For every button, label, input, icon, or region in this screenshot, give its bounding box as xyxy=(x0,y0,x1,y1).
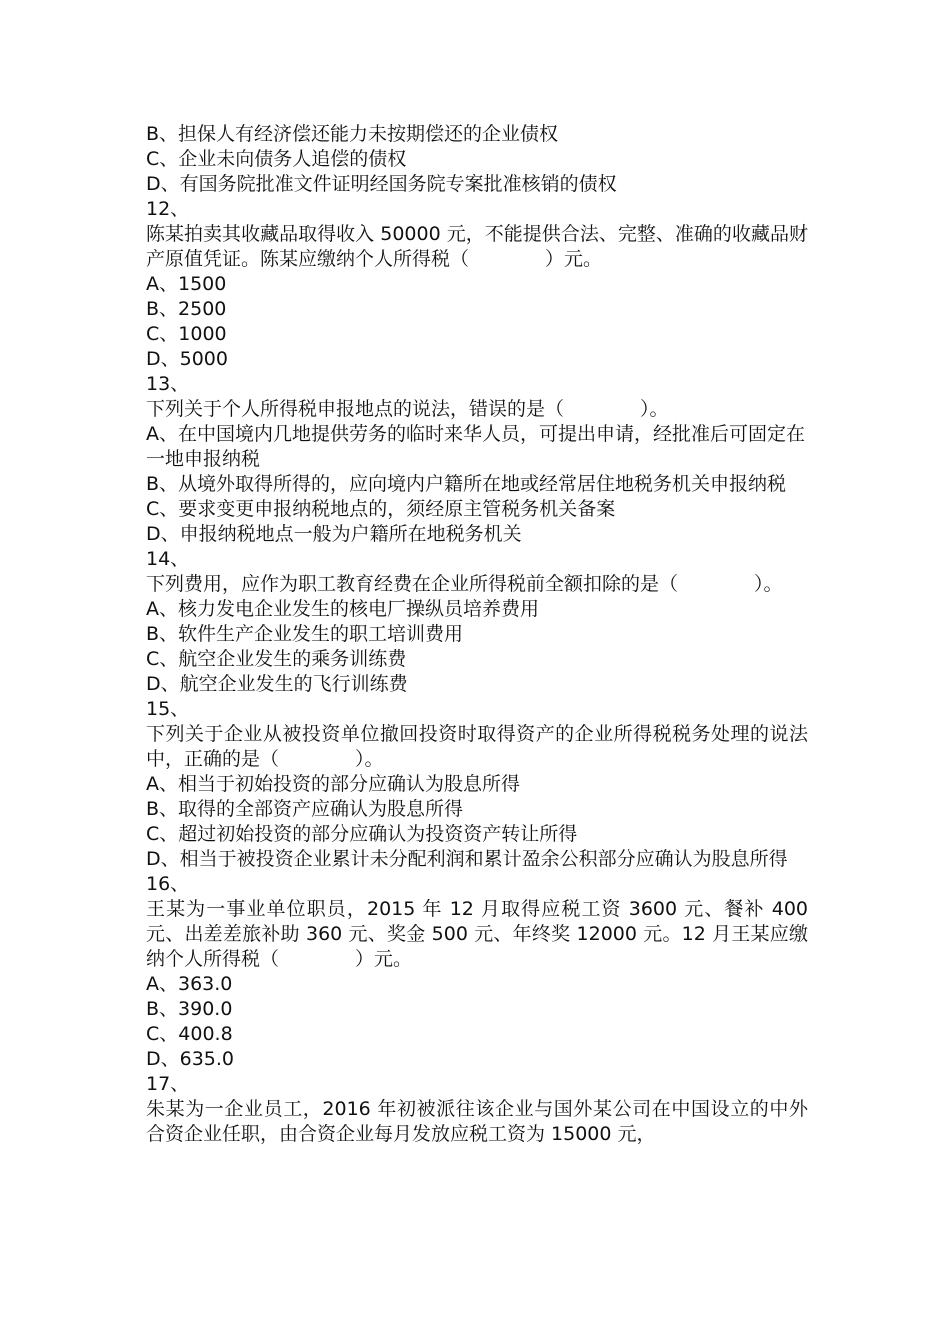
question-text: 朱某为一企业员工，2016 年初被派往该企业与国外某公司在中国设立的中外合资企业任职，由合资企业每月发放应税工资为 15000 元， xyxy=(146,1098,808,1145)
question-text: 下列关于企业从被投资单位撤回投资时取得资产的企业所得税税务处理的说法中，正确的是（ ）。 xyxy=(146,723,808,770)
option-a: A、363.0 xyxy=(146,973,233,995)
option-c: C、超过初始投资的部分应确认为投资资产转让所得 xyxy=(146,823,578,845)
question-16 xyxy=(146,872,815,1072)
document-page xyxy=(146,122,815,1147)
question-text: 下列费用，应作为职工教育经费在企业所得税前全额扣除的是（ ）。 xyxy=(146,573,783,595)
option-a: A、相当于初始投资的部分应确认为股息所得 xyxy=(146,773,520,795)
option-d: D、申报纳税地点一般为户籍所在地税务机关 xyxy=(146,523,522,545)
option-d: D、相当于被投资企业累计未分配利润和累计盈余公积部分应确认为股息所得 xyxy=(146,848,788,870)
option-b: B、390.0 xyxy=(146,998,233,1020)
option-c: C、要求变更申报纳税地点的，须经原主管税务机关备案 xyxy=(146,498,616,520)
question-number: 16、 xyxy=(146,873,190,895)
option-c: C、企业未向债务人追偿的债权 xyxy=(146,148,407,170)
option-d: D、635.0 xyxy=(146,1048,235,1070)
question-text: 下列关于个人所得税申报地点的说法，错误的是（ ）。 xyxy=(146,398,669,420)
option-b: B、担保人有经济偿还能力未按期偿还的企业债权 xyxy=(146,123,559,145)
previous-question-options xyxy=(146,122,808,197)
question-13 xyxy=(146,372,808,547)
option-a: A、核力发电企业发生的核电厂操纵员培养费用 xyxy=(146,598,539,620)
question-12 xyxy=(146,197,808,372)
option-a: A、在中国境内几地提供劳务的临时来华人员，可提出申请，经批准后可固定在一地申报纳税 xyxy=(146,423,805,470)
question-number: 13、 xyxy=(146,373,190,395)
option-a: A、1500 xyxy=(146,273,227,295)
option-b: B、2500 xyxy=(146,298,227,320)
option-b: B、取得的全部资产应确认为股息所得 xyxy=(146,798,464,820)
question-number: 15、 xyxy=(146,698,190,720)
option-d: D、5000 xyxy=(146,348,228,370)
option-d: D、航空企业发生的飞行训练费 xyxy=(146,673,408,695)
option-d: D、有国务院批准文件证明经国务院专案批准核销的债权 xyxy=(146,173,617,195)
option-c: C、1000 xyxy=(146,323,227,345)
option-c: C、航空企业发生的乘务训练费 xyxy=(146,648,407,670)
option-c: C、400.8 xyxy=(146,1023,233,1045)
question-text: 陈某拍卖其收藏品取得收入 50000 元，不能提供合法、完整、准确的收藏品财产原值凭证。陈某应缴纳个人所得税（ ）元。 xyxy=(146,223,808,270)
question-17 xyxy=(146,1072,808,1147)
question-number: 14、 xyxy=(146,548,190,570)
option-b: B、从境外取得所得的，应向境内户籍所在地或经常居住地税务机关申报纳税 xyxy=(146,473,787,495)
question-number: 17、 xyxy=(146,1073,190,1095)
question-text: 王某为一事业单位职员，2015 年 12 月取得应税工资 3600 元、餐补 400 元、出差差旅补助 360 元、奖金 500 元、年终奖 12000 元。12 月王某应缴纳个人所得税（ ）元。 xyxy=(146,898,815,970)
question-14 xyxy=(146,547,808,697)
option-b: B、软件生产企业发生的职工培训费用 xyxy=(146,623,464,645)
question-number: 12、 xyxy=(146,198,190,220)
question-15 xyxy=(146,697,808,872)
